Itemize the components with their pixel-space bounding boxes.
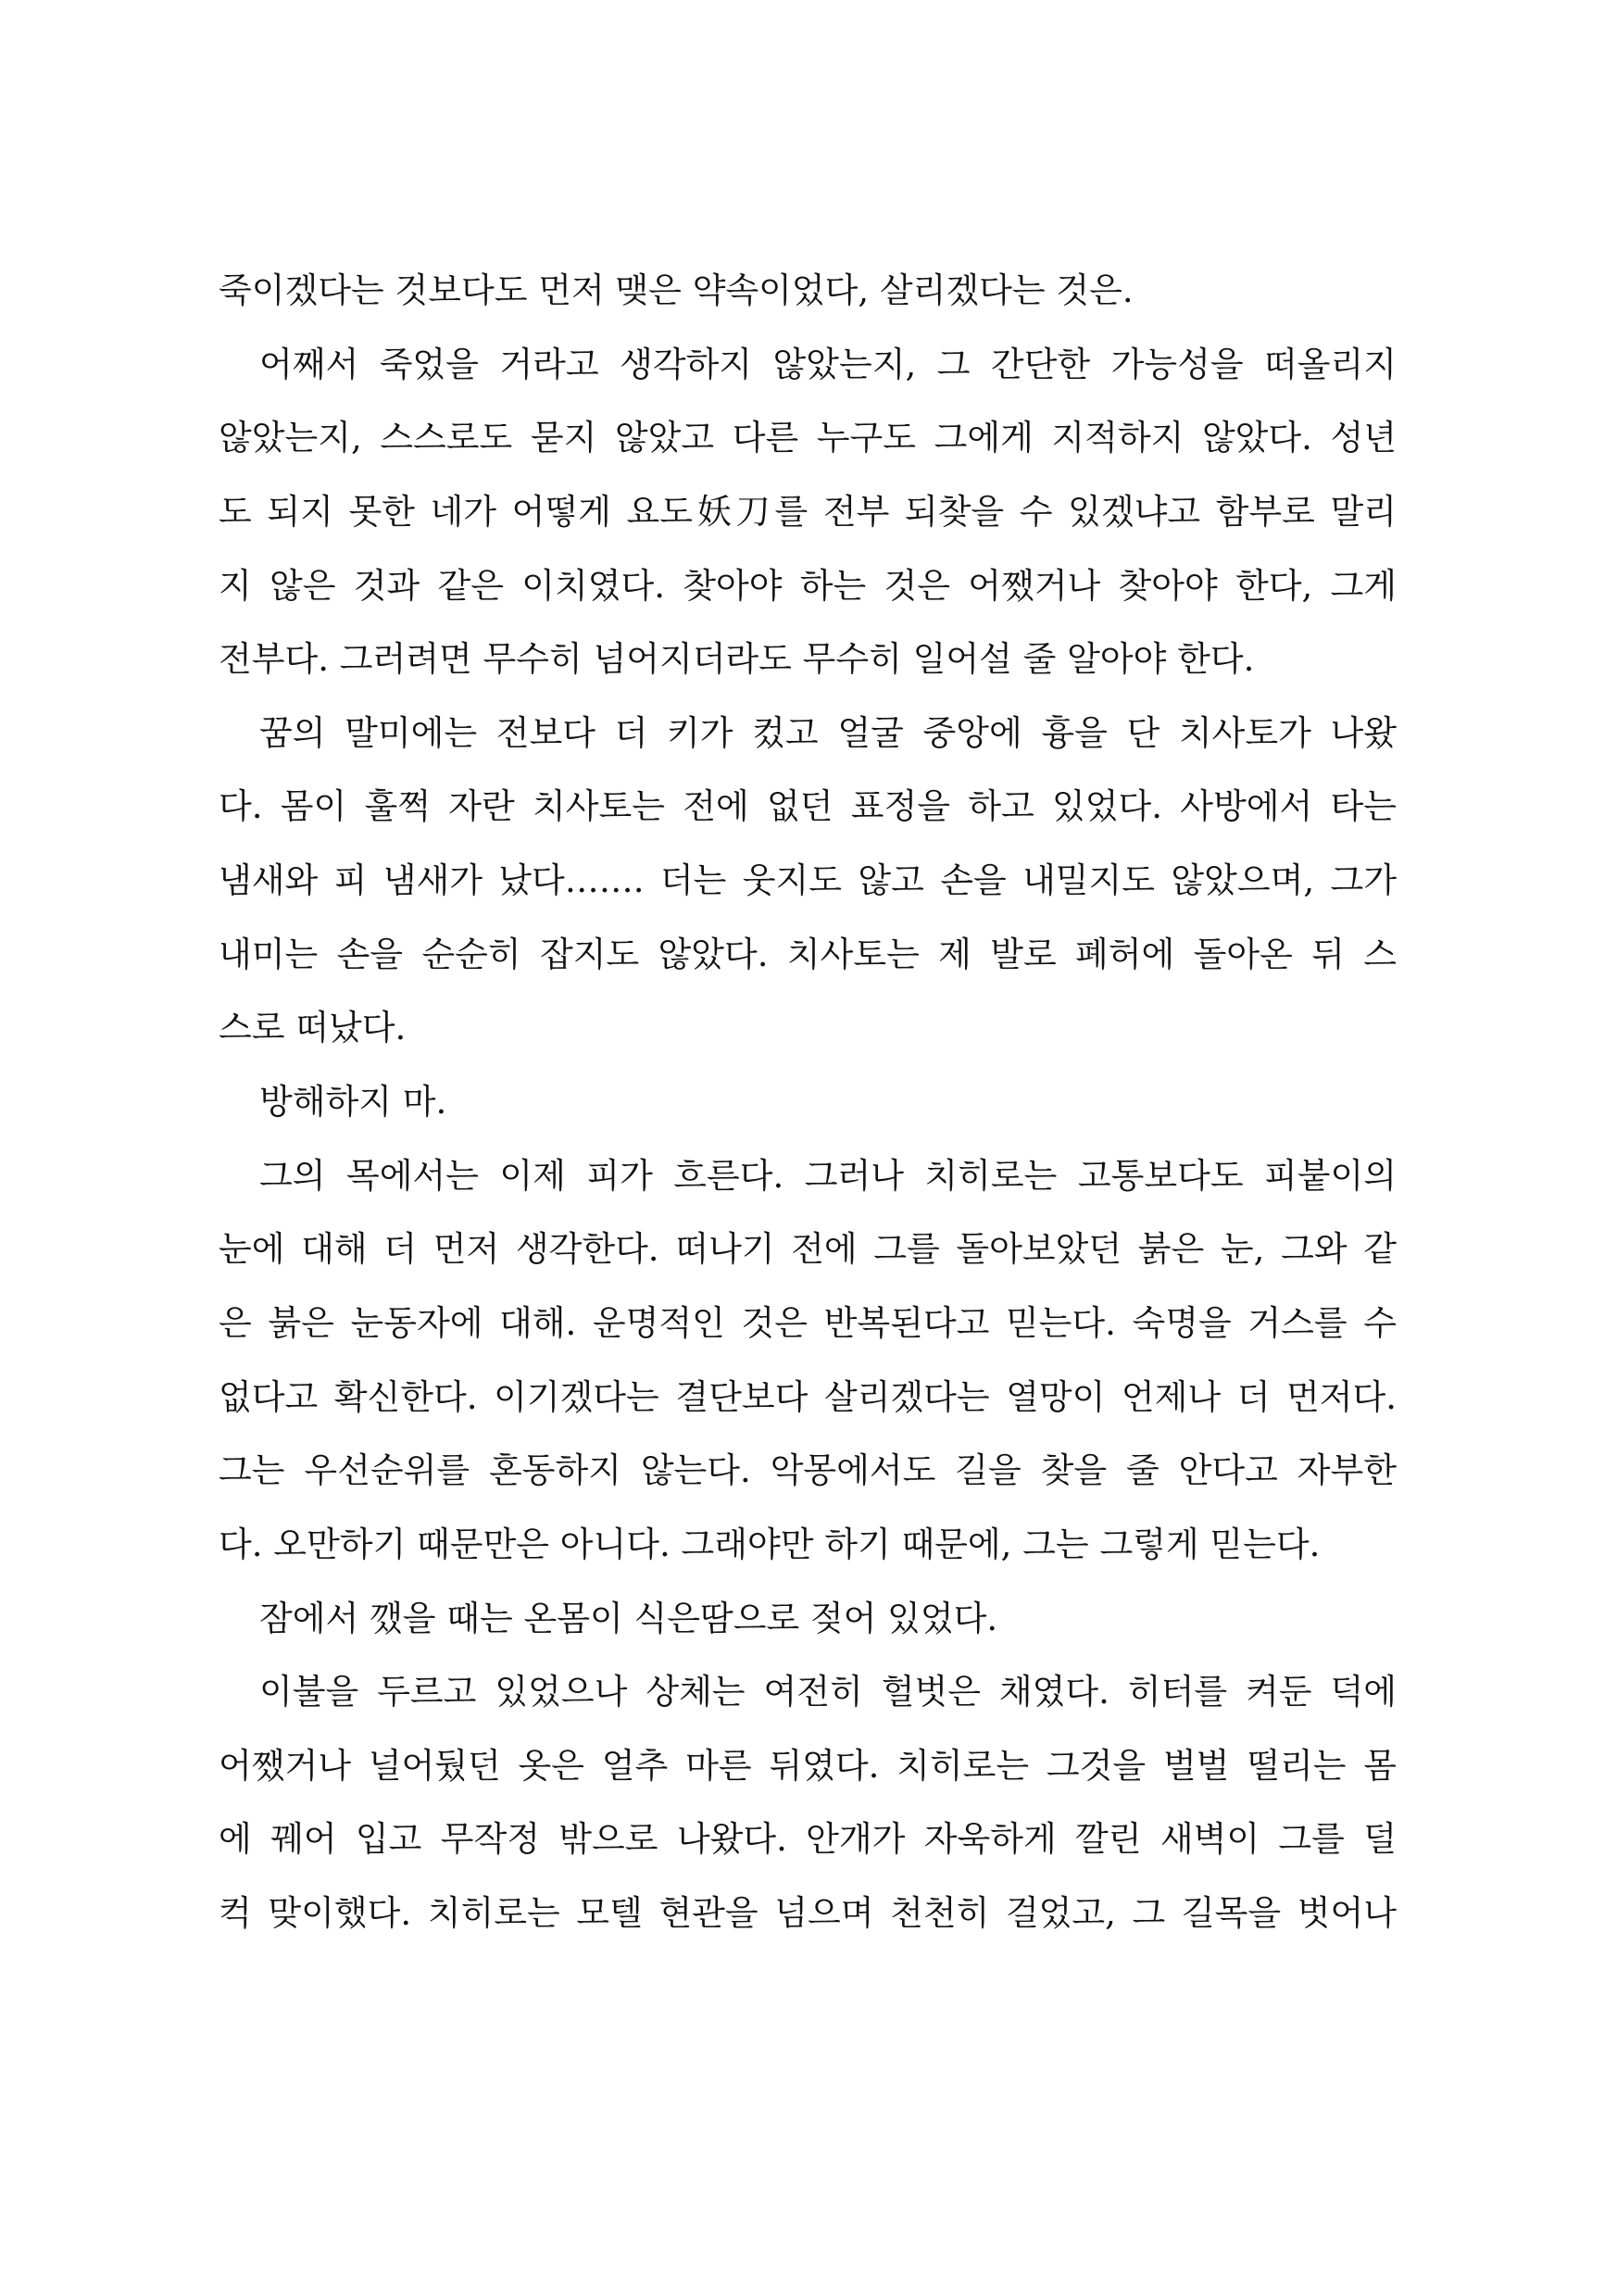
text-line: 냄새와 피 냄새가 났다……. 더는 웃지도 않고 손을 내밀지도 않았으며, 그가 bbox=[219, 860, 1397, 901]
text-line: 눈에 대해 더 먼저 생각한다. 떠나기 전에 그를 돌아보았던 붉은 눈, 그와 같 bbox=[219, 1229, 1397, 1270]
body-text bbox=[219, 265, 1397, 1962]
text-line: 은 붉은 눈동자에 대해. 운명적인 것은 반복된다고 믿는다. 숙명을 거스를 수 bbox=[219, 1302, 1397, 1343]
text-line: 다. 오만하기 때문만은 아니다. 그래야만 하기 때문에, 그는 그렇게 믿는다. bbox=[219, 1524, 1321, 1564]
text-line: 어째서 죽었을 거라고 생각하지 않았는지, 그 간단한 가능성을 떠올리지 bbox=[259, 344, 1397, 384]
text-line: 어쨌거나 널어뒀던 옷은 얼추 마른 뒤였다. 치히로는 그것을 벌벌 떨리는 몸 bbox=[219, 1745, 1397, 1786]
text-line: 그의 목에서는 이제 피가 흐른다. 그러나 치히로는 고통보다도 피붙이의 bbox=[259, 1155, 1397, 1196]
text-line: 잠에서 깼을 때는 온몸이 식은땀으로 젖어 있었다. bbox=[259, 1598, 998, 1638]
text-line: 다. 몸이 훌쩍 자란 치사토는 전에 없던 표정을 하고 있었다. 사방에서 타는 bbox=[219, 786, 1397, 827]
text-line: 에 꿰어 입고 무작정 밖으로 나왔다. 안개가 자욱하게 깔린 새벽이 그를 덜 bbox=[219, 1819, 1397, 1860]
text-line: 꿈의 말미에는 전보다 더 키가 컸고 얼굴 중앙에 흉을 단 치사토가 나왔 bbox=[259, 712, 1397, 753]
text-line: 도 되지 못한 네가 어떻게 요도妖刀를 전부 되찾을 수 있겠냐고 함부로 말리 bbox=[219, 491, 1397, 532]
text-line: 그는 우선순위를 혼동하지 않는다. 악몽에서도 길을 찾을 줄 안다고 자부한 bbox=[219, 1450, 1397, 1491]
text-line: 이불을 두르고 있었으나 상체는 여전히 헐벗은 채였다. 히터를 켜둔 덕에 bbox=[259, 1672, 1397, 1713]
text-line: 방해하지 마. bbox=[259, 1082, 447, 1123]
text-line: 없다고 확신한다. 이기겠다는 결단보다 살리겠다는 열망이 언제나 더 먼저다. bbox=[219, 1376, 1397, 1417]
text-line: 죽이겠다는 것보다도 먼저 맺은 약속이었다, 살리겠다는 것은. bbox=[219, 270, 1134, 310]
text-line: 지 않은 것과 같은 이치였다. 찾아야 하는 것은 어쨌거나 찾아야 한다, 그게 bbox=[219, 565, 1397, 606]
text-line: 컥 맞이했다. 치히로는 모텔 현관을 넘으며 천천히 걸었고, 그 길목을 벗어나 bbox=[219, 1893, 1397, 1934]
text-line: 스로 떠났다. bbox=[219, 1008, 407, 1048]
text-line: 전부다. 그러려면 무수히 넘어지더라도 무수히 일어설 줄 알아야 한다. bbox=[219, 639, 1255, 680]
text-line: 내미는 손을 순순히 잡지도 않았다. 치사토는 제 발로 폐허에 돌아온 뒤 스 bbox=[219, 934, 1397, 974]
text-line: 않았는지, 스스로도 묻지 않았고 다른 누구도 그에게 지적하지 않았다. 성년 bbox=[219, 418, 1397, 458]
